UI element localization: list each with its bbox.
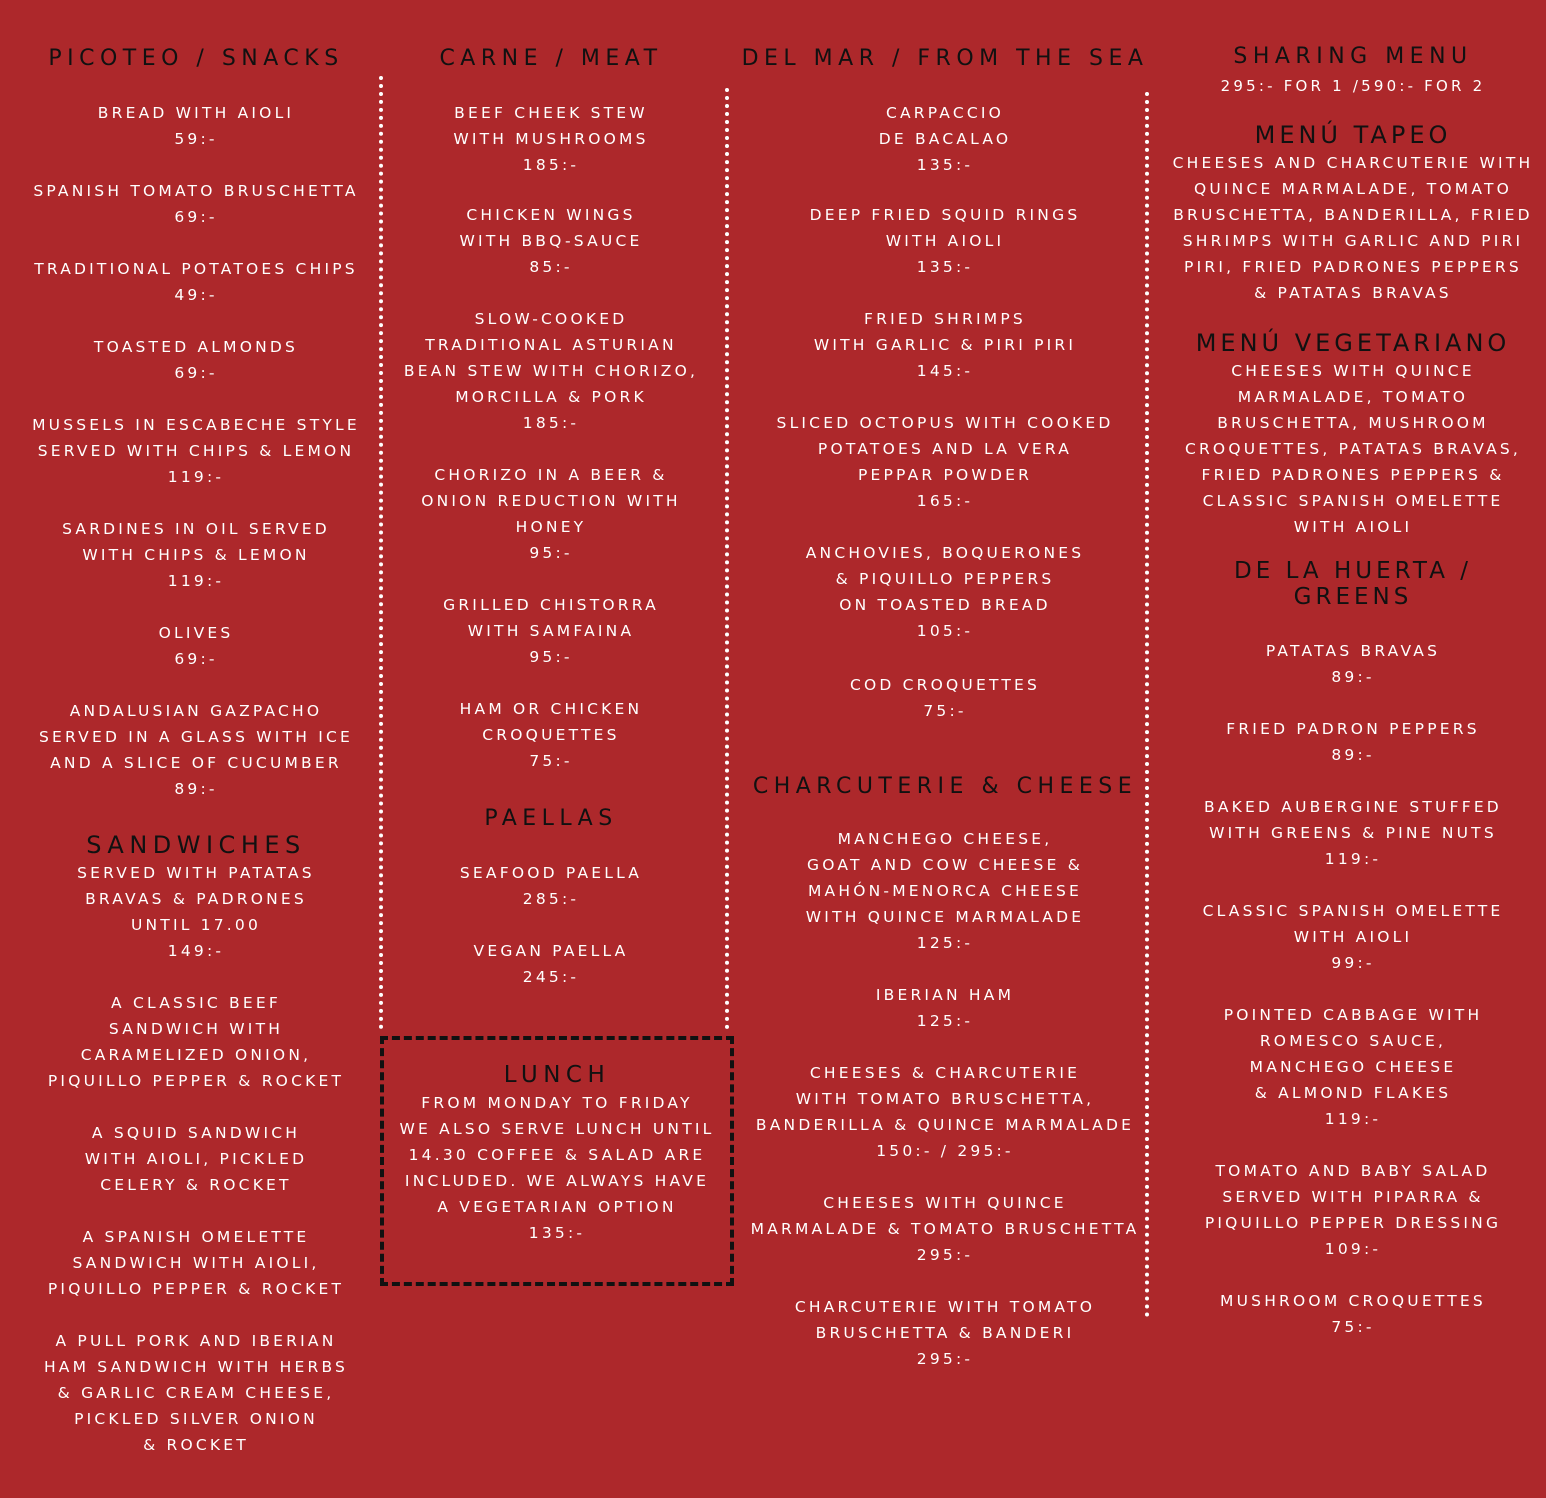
lunch-item-name: FROM MONDAY TO FRIDAY: [421, 1094, 693, 1112]
snack-item-name: MUSSELS IN ESCABECHE STYLE: [32, 416, 360, 434]
sandwich-item-name: CELERY & ROCKET: [100, 1176, 292, 1194]
meat-item: [378, 202, 724, 280]
charcuterie-item: [740, 982, 1150, 1034]
meat-item-price: 75:-: [529, 752, 573, 770]
snacks-column: [20, 0, 372, 1498]
vegetariano-item-name: FRIED PADRONES PEPPERS &: [1201, 466, 1505, 484]
charcuterie-item-name: BRUSCHETTA & BANDERI: [815, 1324, 1075, 1342]
sandwiches-heading: SANDWICHES: [86, 831, 306, 859]
vegetariano-item: [1168, 358, 1538, 540]
sea-item: [740, 540, 1150, 644]
sea-item-price: 135:-: [916, 258, 974, 276]
lunch-item-name: WE ALSO SERVE LUNCH UNTIL: [399, 1120, 715, 1138]
vegetariano-item-name: WITH AIOLI: [1293, 518, 1413, 536]
meat-item-name: HONEY: [515, 518, 587, 536]
greens-item-price: 109:-: [1324, 1240, 1382, 1258]
sandwich-item-name: A SPANISH OMELETTE: [82, 1228, 310, 1246]
sea-item-price: 75:-: [923, 702, 967, 720]
charcuterie-item-name: CHEESES WITH QUINCE: [823, 1194, 1067, 1212]
paella-item: [378, 860, 724, 912]
meat-item: [378, 306, 724, 436]
charcuterie-item: [740, 1060, 1150, 1164]
sandwich-item-name: A CLASSIC BEEF: [111, 994, 281, 1012]
snack-item-price: 69:-: [174, 364, 218, 382]
charcuterie-item-price: 125:-: [916, 934, 974, 952]
sea-item-price: 135:-: [916, 156, 974, 174]
tapeo-item-name: QUINCE MARMALADE, TOMATO: [1193, 180, 1513, 198]
sea-item-price: 165:-: [916, 492, 974, 510]
meat-item-name: ONION REDUCTION WITH: [421, 492, 681, 510]
charcuterie-item-name: MARMALADE & TOMATO BRUSCHETTA: [750, 1220, 1140, 1238]
sandwich-item: [20, 990, 372, 1094]
snack-item-name: ANDALUSIAN GAZPACHO: [69, 702, 323, 720]
sandwich-item-name: WITH AIOLI, PICKLED: [84, 1150, 308, 1168]
greens-item-name: PIQUILLO PEPPER DRESSING: [1204, 1214, 1502, 1232]
greens-item-name: BAKED AUBERGINE STUFFED: [1204, 798, 1502, 816]
sea-item-name: & PIQUILLO PEPPERS: [835, 570, 1055, 588]
meat-item-name: CHORIZO IN A BEER &: [434, 466, 668, 484]
meat-item-price: 85:-: [529, 258, 573, 276]
sandwich-item-name: A PULL PORK AND IBERIAN: [55, 1332, 337, 1350]
sea-item-price: 105:-: [916, 622, 974, 640]
meat-item-name: HAM OR CHICKEN: [459, 700, 643, 718]
snack-item-name: SERVED WITH CHIPS & LEMON: [37, 442, 355, 460]
meat-item-name: BEAN STEW WITH CHORIZO,: [403, 362, 699, 380]
charcuterie-item: [740, 1294, 1150, 1372]
charcuterie-item-name: GOAT AND COW CHEESE &: [807, 856, 1083, 874]
greens-item-name: TOMATO AND BABY SALAD: [1215, 1162, 1491, 1180]
divider-2: [725, 88, 729, 1030]
sea-item: [740, 410, 1150, 514]
snack-item-name: SERVED IN A GLASS WITH ICE: [39, 728, 353, 746]
sandwich-item-name: HAM SANDWICH WITH HERBS: [43, 1358, 349, 1376]
snack-item-name: SPANISH TOMATO BRUSCHETTA: [33, 182, 359, 200]
sharing-heading: SHARING MENU: [1233, 44, 1473, 69]
snack-item-name: SARDINES IN OIL SERVED: [62, 520, 330, 538]
sea-item-name: FRIED SHRIMPS: [864, 310, 1026, 328]
meat-item-price: 185:-: [522, 414, 580, 432]
meat-item-name: WITH MUSHROOMS: [453, 130, 649, 148]
tapeo-heading: MENÚ TAPEO: [1254, 121, 1452, 149]
sea-item-name: SLICED OCTOPUS WITH COOKED: [776, 414, 1114, 432]
greens-item-name: MANCHEGO CHEESE: [1249, 1058, 1457, 1076]
lunch-item-name: A VEGETARIAN OPTION: [437, 1198, 677, 1216]
meat-item-price: 95:-: [529, 648, 573, 666]
charcuterie-item-name: BANDERILLA & QUINCE MARMALADE: [755, 1116, 1135, 1134]
charcuterie-item-name: WITH QUINCE MARMALADE: [805, 908, 1085, 926]
snack-item: [20, 334, 372, 386]
sea-item-name: WITH AIOLI: [885, 232, 1005, 250]
sea-item-name: ANCHOVIES, BOQUERONES: [805, 544, 1085, 562]
greens-item-name: CLASSIC SPANISH OMELETTE: [1202, 902, 1504, 920]
greens-item-price: 75:-: [1331, 1318, 1375, 1336]
snack-item-name: WITH CHIPS & LEMON: [82, 546, 310, 564]
vegetariano-heading: MENÚ VEGETARIANO: [1195, 329, 1511, 357]
sandwich-item-name: PIQUILLO PEPPER & ROCKET: [47, 1280, 345, 1298]
sandwich-item: [20, 1328, 372, 1458]
vegetariano-item-name: CROQUETTES, PATATAS BRAVAS,: [1184, 440, 1522, 458]
charcuterie-item-name: WITH TOMATO BRUSCHETTA,: [795, 1090, 1095, 1108]
lunch-item-name: 14.30 COFFEE & SALAD ARE: [408, 1146, 706, 1164]
meat-item-price: 185:-: [522, 156, 580, 174]
paella-item-name: SEAFOOD PAELLA: [459, 864, 643, 882]
snack-item: [20, 100, 372, 152]
meat-item-name: CROQUETTES: [482, 726, 620, 744]
snack-item: [20, 516, 372, 594]
snack-item-price: 59:-: [174, 130, 218, 148]
meat-item-name: GRILLED CHISTORRA: [443, 596, 659, 614]
vegetariano-item-name: MARMALADE, TOMATO: [1237, 388, 1469, 406]
meat-item: [378, 696, 724, 774]
lunch-item: [384, 1090, 730, 1246]
greens-item-price: 119:-: [1324, 850, 1382, 868]
paellas-heading: PAELLAS: [484, 806, 618, 831]
greens-item-name: POINTED CABBAGE WITH: [1223, 1006, 1483, 1024]
tapeo-item: [1168, 150, 1538, 306]
snack-item-name: TRADITIONAL POTATOES CHIPS: [34, 260, 358, 278]
sandwich-item-name: & ROCKET: [143, 1436, 249, 1454]
sea-item: [740, 202, 1150, 280]
greens-item-name: MUSHROOM CROQUETTES: [1220, 1292, 1486, 1310]
paella-item-price: 245:-: [522, 968, 580, 986]
meat-item: [378, 462, 724, 566]
sea-item: [740, 306, 1150, 384]
meat-item: [378, 100, 724, 178]
snack-item: [20, 178, 372, 230]
snack-item-price: 69:-: [174, 208, 218, 226]
charcuterie-item-price: 125:-: [916, 1012, 974, 1030]
lunch-item-price: 135:-: [528, 1224, 586, 1242]
meat-item-name: WITH BBQ-SAUCE: [459, 232, 643, 250]
tapeo-item-name: & PATATAS BRAVAS: [1254, 284, 1452, 302]
snack-item-price: 69:-: [174, 650, 218, 668]
meat-item-name: CHICKEN WINGS: [466, 206, 636, 224]
greens-item-name: PATATAS BRAVAS: [1265, 642, 1441, 660]
sea-item-name: POTATOES AND LA VERA: [817, 440, 1073, 458]
sea-item-name: DE BACALAO: [878, 130, 1012, 148]
greens-item-name: & ALMOND FLAKES: [1254, 1084, 1452, 1102]
sea-item-name: DEEP FRIED SQUID RINGS: [809, 206, 1081, 224]
snack-item-name: TOASTED ALMONDS: [93, 338, 299, 356]
sharing-price-line: 295:- FOR 1 /590:- FOR 2: [1220, 77, 1486, 95]
snacks-heading: PICOTEO / SNACKS: [48, 46, 344, 71]
meat-item-name: SLOW-COOKED: [474, 310, 628, 328]
tapeo-item-name: CHEESES AND CHARCUTERIE WITH: [1172, 154, 1534, 172]
snack-item-price: 119:-: [167, 572, 225, 590]
snack-item: [20, 256, 372, 308]
sandwich-intro-item-name: SERVED WITH PATATAS: [77, 864, 315, 882]
greens-item: [1168, 794, 1538, 872]
charcuterie-item-name: CHARCUTERIE WITH TOMATO: [794, 1298, 1096, 1316]
charcuterie-item: [740, 1190, 1150, 1268]
lunch-item-name: INCLUDED. WE ALWAYS HAVE: [404, 1172, 710, 1190]
greens-item: [1168, 898, 1538, 976]
sandwich-intro-item-name: BRAVAS & PADRONES: [85, 890, 307, 908]
vegetariano-item-name: BRUSCHETTA, MUSHROOM: [1217, 414, 1489, 432]
greens-item-price: 89:-: [1331, 746, 1375, 764]
greens-item-name: ROMESCO SAUCE,: [1259, 1032, 1447, 1050]
sandwich-item-name: A SQUID SANDWICH: [91, 1124, 301, 1142]
greens-item: [1168, 1002, 1538, 1132]
sea-item-price: 145:-: [916, 362, 974, 380]
snack-item-price: 89:-: [174, 780, 218, 798]
sandwich-item-name: & GARLIC CREAM CHEESE,: [57, 1384, 335, 1402]
snack-item-name: AND A SLICE OF CUCUMBER: [50, 754, 342, 772]
greens-item: [1168, 1158, 1538, 1262]
sandwich-item-name: PIQUILLO PEPPER & ROCKET: [47, 1072, 345, 1090]
charcuterie-item-price: 295:-: [916, 1350, 974, 1368]
lunch-heading: LUNCH: [503, 1062, 611, 1088]
greens-item-name: FRIED PADRON PEPPERS: [1226, 720, 1480, 738]
meat-item-name: MORCILLA & PORK: [455, 388, 647, 406]
tapeo-item-name: BRUSCHETTA, BANDERILLA, FRIED: [1173, 206, 1533, 224]
vegetariano-item-name: CHEESES WITH QUINCE: [1231, 362, 1475, 380]
charcuterie-item: [740, 826, 1150, 956]
charcuterie-item-name: IBERIAN HAM: [875, 986, 1015, 1004]
greens-heading-line-1: DE LA HUERTA /: [1234, 558, 1472, 584]
sea-item-name: COD CROQUETTES: [849, 676, 1041, 694]
sandwich-item: [20, 1224, 372, 1302]
paella-item-price: 285:-: [522, 890, 580, 908]
sharing-column: [1168, 0, 1538, 1498]
sandwich-item-name: CARAMELIZED ONION,: [80, 1046, 312, 1064]
sea-item-name: PEPPAR POWDER: [857, 466, 1033, 484]
greens-heading: [1168, 558, 1538, 610]
meat-item-name: BEEF CHEEK STEW: [454, 104, 648, 122]
greens-item: [1168, 638, 1538, 690]
charcuterie-item-price: 150:- / 295:-: [876, 1142, 1014, 1160]
tapeo-item-name: SHRIMPS WITH GARLIC AND PIRI: [1182, 232, 1524, 250]
snack-item-name: OLIVES: [158, 624, 234, 642]
lunch-box: [380, 1036, 734, 1286]
meat-heading: CARNE / MEAT: [439, 46, 663, 71]
greens-item-name: WITH AIOLI: [1293, 928, 1413, 946]
tapeo-item-name: PIRI, FRIED PADRONES PEPPERS: [1184, 258, 1522, 276]
sandwich-intro-item: [20, 860, 372, 964]
snack-item-price: 49:-: [174, 286, 218, 304]
charcuterie-item-name: MANCHEGO CHEESE,: [837, 830, 1053, 848]
snack-item: [20, 620, 372, 672]
meat-item: [378, 592, 724, 670]
sandwich-item-name: SANDWICH WITH: [108, 1020, 284, 1038]
sea-item-name: ON TOASTED BREAD: [839, 596, 1051, 614]
paella-item-name: VEGAN PAELLA: [473, 942, 629, 960]
sandwich-item-name: SANDWICH WITH AIOLI,: [72, 1254, 320, 1272]
sea-item: [740, 672, 1150, 724]
greens-item: [1168, 1288, 1538, 1340]
sandwich-item-name: PICKLED SILVER ONION: [74, 1410, 318, 1428]
meat-item-price: 95:-: [529, 544, 573, 562]
greens-item-price: 89:-: [1331, 668, 1375, 686]
sea-item: [740, 100, 1150, 178]
greens-item-price: 119:-: [1324, 1110, 1382, 1128]
snack-item: [20, 412, 372, 490]
meat-item-name: WITH SAMFAINA: [467, 622, 635, 640]
snack-item: [20, 698, 372, 802]
greens-item-price: 99:-: [1331, 954, 1375, 972]
sea-heading: DEL MAR / FROM THE SEA: [741, 46, 1149, 71]
sea-column: [740, 0, 1150, 1498]
greens-item-name: WITH GREENS & PINE NUTS: [1209, 824, 1497, 842]
greens-item-name: SERVED WITH PIPARRA &: [1222, 1188, 1484, 1206]
sandwich-intro-item-price: 149:-: [167, 942, 225, 960]
sea-item-name: CARPACCIO: [885, 104, 1005, 122]
meat-item-name: TRADITIONAL ASTURIAN: [425, 336, 677, 354]
snack-item-price: 119:-: [167, 468, 225, 486]
divider-3: [1145, 92, 1149, 1318]
sandwich-intro-item-name: UNTIL 17.00: [130, 916, 262, 934]
charcuterie-item-name: CHEESES & CHARCUTERIE: [809, 1064, 1081, 1082]
vegetariano-item-name: CLASSIC SPANISH OMELETTE: [1202, 492, 1504, 510]
snack-item-name: BREAD WITH AIOLI: [97, 104, 295, 122]
charcuterie-heading: CHARCUTERIE & CHEESE: [752, 774, 1138, 799]
sea-item-name: WITH GARLIC & PIRI PIRI: [813, 336, 1077, 354]
paella-item: [378, 938, 724, 990]
sandwich-item: [20, 1120, 372, 1198]
greens-item: [1168, 716, 1538, 768]
charcuterie-item-price: 295:-: [916, 1246, 974, 1264]
greens-heading-line-2: GREENS: [1293, 584, 1413, 610]
charcuterie-item-name: MAHÓN-MENORCA CHEESE: [807, 882, 1083, 900]
